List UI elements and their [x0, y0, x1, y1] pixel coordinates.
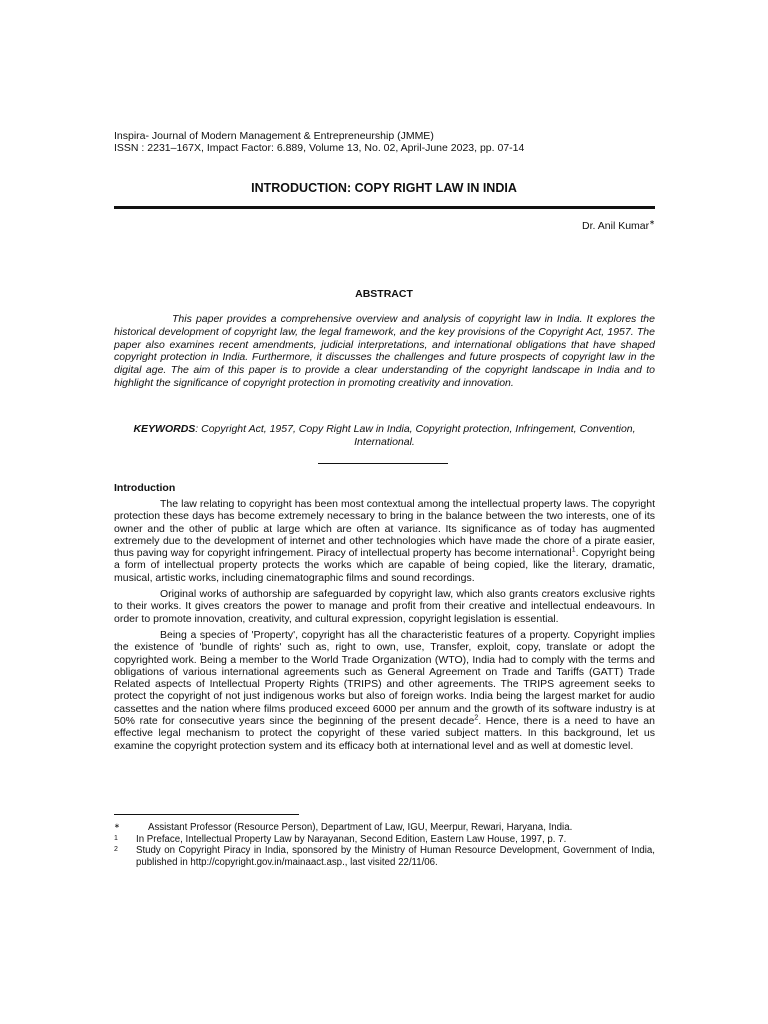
footnote-1 [114, 834, 655, 846]
footnote-author [114, 822, 655, 834]
introduction-body [114, 498, 655, 756]
keywords-rule [318, 463, 448, 464]
footnote-ref-2: 2 [474, 714, 479, 722]
journal-header [114, 130, 524, 154]
footnote-2 [114, 845, 655, 868]
introduction-heading: Introduction [114, 482, 176, 494]
paragraph-3-text-b: . Hence, there is a need to have an effective legal mechanism to protect the copyright of these varied subject matters. In this background, let us examine the copyright protection system and its efficacy both at international level and as well at domestic level. [114, 715, 655, 752]
keywords [114, 423, 655, 449]
author-footnote-mark: ∗ [649, 219, 655, 227]
paper-title: INTRODUCTION: COPY RIGHT LAW IN INDIA [251, 181, 517, 195]
footnote-text: Study on Copyright Piracy in India, sponsored by the Ministry of Human Resource Development, Government of India, published in http://copyright.gov.in/mainaact.asp., last visited 22/11/06. [136, 845, 655, 868]
abstract-text: This paper provides a comprehensive overview and analysis of copyright law in India. It explores the historical development of copyright law, the legal framework, and the key provisions of the Copyright Act, 1957. The paper also examines recent amendments, judicial interpretations, and international obligations that have shaped copyright protection in India. Furthermore, it discusses the challenges and future prospects of copyright law in the digital age. The aim of this paper is to provide a clear understanding of the copyright landscape in India and to highlight the significance of copyright protection in promoting creativity and innovation. [114, 313, 655, 389]
footnote-rule [114, 814, 299, 815]
footnote-text: In Preface, Intellectual Property Law by Narayanan, Second Edition, Eastern Law House, 1997, p. 7. [136, 833, 567, 845]
keywords-text: : Copyright Act, 1957, Copy Right Law in India, Copyright protection, Infringement, Convention, International. [195, 423, 636, 448]
paragraph-2: Original works of authorship are safeguarded by copyright law, which also grants creators exclusive rights to their works. It gives creators the power to manage and profit from their creative and intellectual endeavours. In order to promote innovation, creativity, and cultural expression, copyright legislation is essential. [114, 588, 655, 625]
author-name: Dr. Anil Kumar [582, 220, 650, 232]
paragraph-1-text-b: . Copyright being a form of intellectual property protects the works which are capable of being copied, like the literary, dramatic, musical, artistic works, including cinematographic films and sound recordings. [114, 547, 655, 584]
author-line [582, 220, 655, 232]
paragraph-1 [114, 498, 655, 584]
journal-name: Inspira- Journal of Modern Management & Entrepreneurship (JMME) [114, 130, 434, 142]
footnote-mark: ∗ [114, 823, 120, 830]
footnote-text: Assistant Professor (Resource Person), Department of Law, IGU, Meerpur, Rewari, Haryana, India. [148, 822, 573, 833]
footnote-mark: 2 [114, 846, 118, 854]
paragraph-1-text-a: The law relating to copyright has been most contextual among the intellectual property laws. The copyright protection these days has become extremely necessary to bring in the balance between the two interests, one of its owner and the other of public at large which are often at variance. Its significance as of today has augmented extremely due to the development of internet and other technologies which have made the chore of a pirate easier, thus paving way for copyright infringement. Piracy of intellectual property has become international [114, 498, 655, 560]
paragraph-3 [114, 629, 655, 752]
footnote-ref-1: 1 [571, 546, 576, 554]
abstract-heading: ABSTRACT [355, 288, 413, 300]
paragraph-3-text-a: Being a species of 'Property', copyright has all the characteristic features of a property. Copyright implies the existence of 'bundle of rights' such as, right to own, use, Transfer, exploit, copy, translate or adopt the copyrighted work. Being a member to the World Trade Organization (WTO), India had to comply with the terms and obligations of various international agreements such as General Agreement on Trade and Tariffs (GATT) Trade Related aspects of Intellectual Property Rights (TRIPS) and other agreements. The TRIPS agreement seeks to protect the copyright of not just indigenous works but also of foreign works. India being the largest market for audio cassettes and the nation where films produced exceed 6000 per annum and the growth of its software industry is at 50% rate for consecutive years since the beginning of the present decade [114, 628, 655, 728]
keywords-label: KEYWORDS [133, 423, 196, 435]
journal-issn: ISSN : 2231–167X, Impact Factor: 6.889, Volume 13, No. 02, April-June 2023, pp. 07-14 [114, 142, 525, 154]
footnote-mark: 1 [114, 834, 118, 842]
title-rule [114, 206, 655, 209]
footnotes [114, 822, 655, 868]
